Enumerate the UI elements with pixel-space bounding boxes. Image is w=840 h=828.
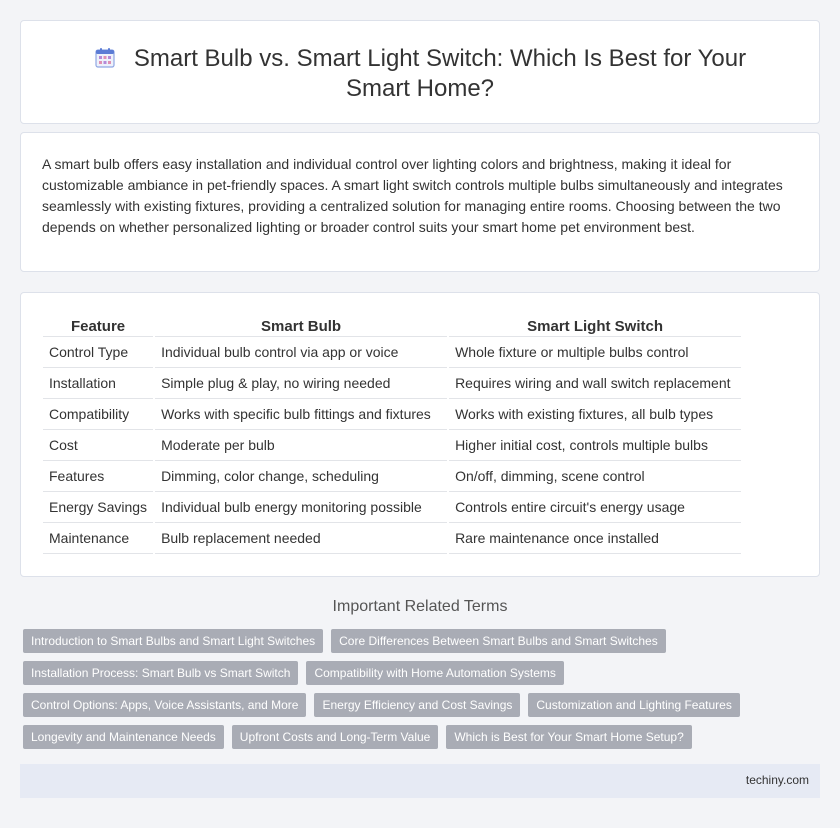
related-term-link[interactable]: Which is Best for Your Smart Home Setup? (446, 725, 691, 749)
table-row (43, 492, 741, 523)
related-term-link[interactable]: Introduction to Smart Bulbs and Smart Light Switches (23, 629, 323, 653)
title-card (20, 20, 820, 124)
related-term-link[interactable]: Control Options: Apps, Voice Assistants, and More (23, 693, 306, 717)
summary-card (20, 132, 820, 272)
related-terms-title: Important Related Terms (332, 598, 508, 615)
footer (20, 764, 820, 798)
row-smart-switch-cell: Rare maintenance once installed (449, 523, 741, 554)
tag-row (23, 725, 783, 749)
related-term-link[interactable]: Upfront Costs and Long-Term Value (232, 725, 439, 749)
row-smart-bulb-cell: Works with specific bulb fittings and fixtures (155, 399, 447, 430)
row-feature-cell: Features (43, 461, 153, 492)
table-row (43, 430, 741, 461)
table-header-row (43, 313, 741, 337)
row-smart-switch-cell: On/off, dimming, scene control (449, 461, 741, 492)
calendar-grid-icon (94, 47, 116, 69)
row-smart-switch-cell: Works with existing fixtures, all bulb types (449, 399, 741, 430)
row-feature-cell: Compatibility (43, 399, 153, 430)
comparison-table-card (20, 292, 820, 577)
table-row (43, 523, 741, 554)
related-term-link[interactable]: Core Differences Between Smart Bulbs and Smart Switches (331, 629, 666, 653)
row-smart-switch-cell: Requires wiring and wall switch replacement (449, 368, 741, 399)
row-smart-switch-cell: Whole fixture or multiple bulbs control (449, 337, 741, 368)
related-term-link[interactable]: Installation Process: Smart Bulb vs Smart Switch (23, 661, 298, 685)
row-smart-bulb-cell: Individual bulb control via app or voice (155, 337, 447, 368)
header-smart-light-switch: Smart Light Switch (449, 313, 741, 337)
summary-text: A smart bulb offers easy installation and individual control over lighting colors and brightness, making it ideal for customizable ambiance in pet-friendly spaces. A smart light switch controls multiple bulbs simultaneously and integrates seamlessly with existing fixtures, providing a centralized solution for managing entire rooms. Choosing between the two depends on whether personalized lighting or broader control suits your smart home pet environment best. (42, 156, 783, 235)
table-row (43, 461, 741, 492)
row-smart-bulb-cell: Individual bulb energy monitoring possible (155, 492, 447, 523)
related-term-link[interactable]: Customization and Lighting Features (528, 693, 739, 717)
row-feature-cell: Installation (43, 368, 153, 399)
related-term-link[interactable]: Compatibility with Home Automation Systems (306, 661, 563, 685)
row-feature-cell: Maintenance (43, 523, 153, 554)
row-smart-bulb-cell: Simple plug & play, no wiring needed (155, 368, 447, 399)
comparison-table (41, 313, 743, 554)
row-smart-bulb-cell: Dimming, color change, scheduling (155, 461, 447, 492)
row-feature-cell: Energy Savings (43, 492, 153, 523)
tag-row (23, 693, 783, 717)
related-term-link[interactable]: Longevity and Maintenance Needs (23, 725, 224, 749)
page-title-wrap (61, 44, 779, 104)
related-term-link[interactable]: Energy Efficiency and Cost Savings (314, 693, 520, 717)
tag-row (23, 629, 783, 653)
page-title: Smart Bulb vs. Smart Light Switch: Which Is Best for Your Smart Home? (133, 45, 747, 102)
table-row (43, 368, 741, 399)
header-feature: Feature (43, 313, 153, 337)
row-smart-switch-cell: Higher initial cost, controls multiple bulbs (449, 430, 741, 461)
table-row (43, 337, 741, 368)
row-smart-bulb-cell: Moderate per bulb (155, 430, 447, 461)
row-feature-cell: Control Type (43, 337, 153, 368)
row-smart-bulb-cell: Bulb replacement needed (155, 523, 447, 554)
table-row (43, 399, 741, 430)
tag-row (23, 661, 783, 685)
row-feature-cell: Cost (43, 430, 153, 461)
footer-site-link[interactable]: techiny.com (745, 773, 809, 787)
header-smart-bulb: Smart Bulb (155, 313, 447, 337)
row-smart-switch-cell: Controls entire circuit's energy usage (449, 492, 741, 523)
related-terms-list (23, 629, 783, 757)
